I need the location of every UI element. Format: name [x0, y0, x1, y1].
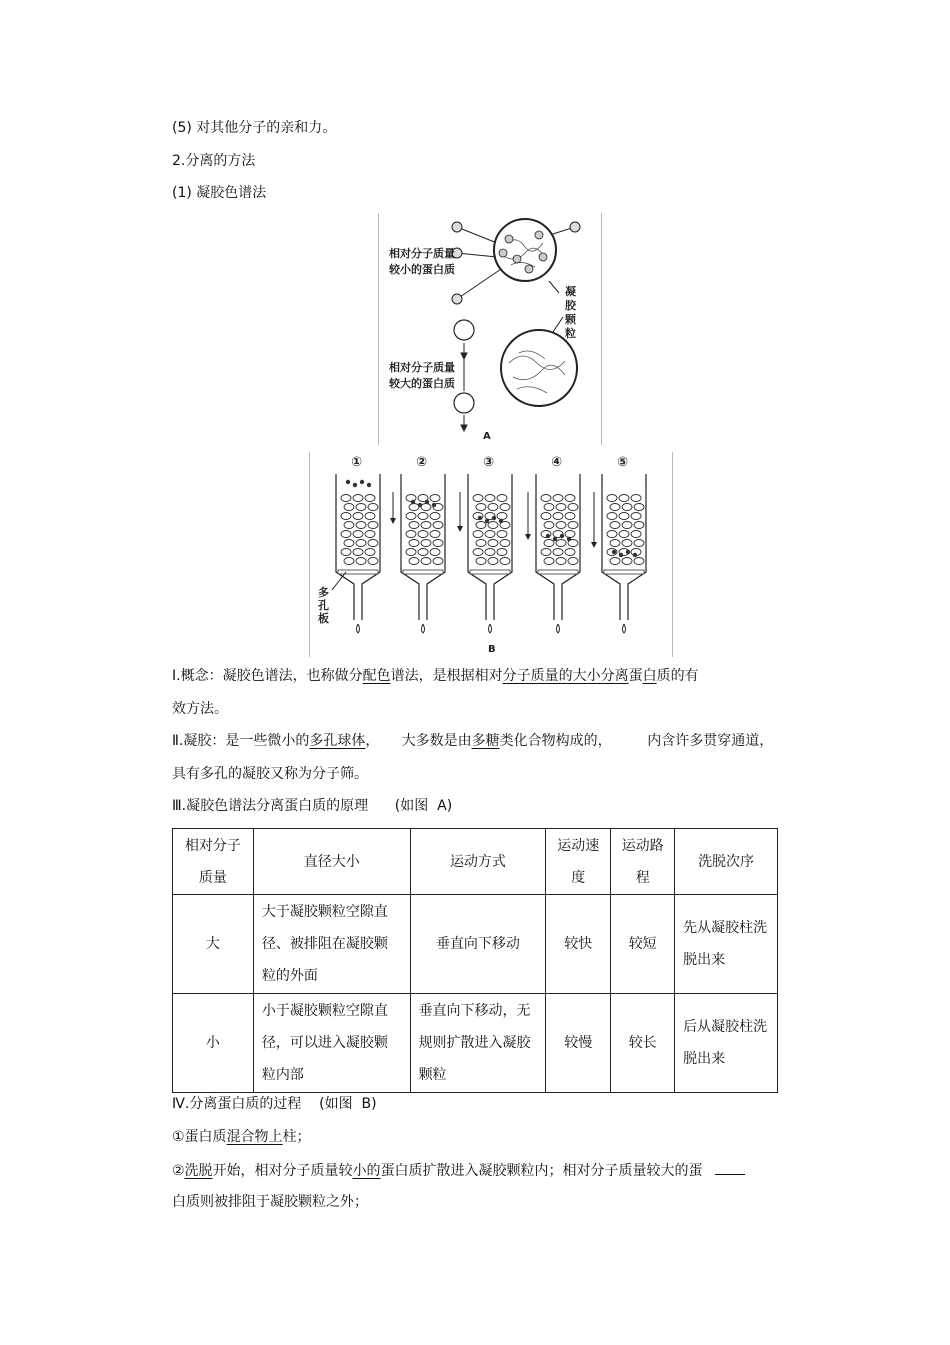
gel-text: ， 大多数是由 — [365, 733, 472, 749]
figure-b-caption: B — [488, 644, 496, 655]
step-text: 开始，相对分子质量较 — [212, 1163, 353, 1179]
column-1 — [336, 455, 380, 633]
cell-elution: 先从凝胶柱洗脱出来 — [675, 895, 778, 994]
plate-label-1: 多 — [318, 586, 329, 599]
label-gel-4: 粒 — [565, 327, 576, 340]
concept-text: 谱法，是根据相对 — [390, 668, 503, 684]
cell-speed: 较快 — [546, 895, 611, 994]
column-number: ③ — [483, 455, 495, 470]
step-underline: 混合物上 — [226, 1129, 283, 1145]
header-diameter: 直径大小 — [253, 829, 410, 895]
header-movement: 运动方式 — [410, 829, 546, 895]
column-number: ② — [416, 455, 428, 470]
gel-text: 类化合物构成的， 内含许多贯穿通道， — [499, 733, 774, 749]
column-5 — [591, 455, 646, 633]
cell-distance: 较长 — [611, 994, 675, 1093]
label-large-1: 相对分子质量 — [389, 361, 455, 374]
cell-movement: 垂直向下移动 — [410, 895, 546, 994]
concept-text: 蛋 — [628, 668, 643, 684]
principle-table — [172, 828, 778, 1093]
column-number: ④ — [551, 455, 563, 470]
table-header-row — [173, 829, 778, 895]
header-molecular-mass: 相对分子质量 — [173, 829, 254, 895]
cell-mass: 小 — [173, 994, 254, 1093]
gel-underline-2: 多糖 — [471, 733, 500, 749]
cell-movement: 垂直向下移动，无规则扩散进入凝胶颗粒 — [410, 994, 546, 1093]
header-elution-order: 洗脱次序 — [675, 829, 778, 895]
process-step-2-cont: 白质则被排阻于凝胶颗粒之外； — [172, 1194, 368, 1210]
plate-label-2: 孔 — [318, 599, 329, 612]
table-row — [173, 895, 778, 994]
concept-text: 质的有 — [656, 668, 699, 684]
column-3 — [457, 455, 512, 633]
cell-diameter: 小于凝胶颗粒空隙直径，可以进入凝胶颗粒内部 — [253, 994, 410, 1093]
step-text: ①蛋白质 — [172, 1129, 227, 1145]
label-small-1: 相对分子质量 — [389, 247, 455, 260]
plate-label-3: 板 — [318, 612, 329, 625]
large-protein-path — [454, 320, 474, 431]
process-step-2 — [172, 1160, 745, 1181]
label-gel-1: 凝 — [565, 285, 576, 298]
cell-speed: 较慢 — [546, 994, 611, 1093]
concept-underline-1: 配色 — [362, 668, 391, 684]
step-underline: 洗脱 — [184, 1163, 213, 1179]
concept-underline-2: 分子质量的大小分离 — [502, 668, 629, 684]
cell-elution: 后从凝胶柱洗脱出来 — [675, 994, 778, 1093]
gel-particle-bottom — [501, 330, 577, 406]
header-distance: 运动路程 — [611, 829, 675, 895]
concept-text: Ⅰ.概念：凝胶色谱法，也称做分 — [172, 668, 363, 684]
column-number: ⑤ — [617, 455, 629, 470]
label-large-2: 较大的蛋白质 — [389, 377, 455, 390]
step-text: 蛋白质扩散进入凝胶颗粒内；相对分子质量较大的蛋 — [380, 1163, 703, 1179]
item-5: (5) 对其他分子的亲和力。 — [172, 120, 337, 136]
column-2 — [390, 455, 445, 633]
gel-line-2: 具有多孔的凝胶又称为分子筛。 — [172, 766, 368, 782]
concept-underline-3: 白 — [642, 668, 657, 684]
header-speed: 运动速度 — [546, 829, 611, 895]
concept-line-1 — [172, 666, 699, 686]
principle-title: Ⅲ.凝胶色谱法分离蛋白质的原理 (如图 A) — [172, 798, 453, 814]
concept-line-2: 效方法。 — [172, 701, 228, 717]
column-4 — [525, 455, 580, 633]
process-step-1 — [172, 1127, 311, 1147]
cell-mass: 大 — [173, 895, 254, 994]
gel-line-1 — [172, 731, 773, 751]
gel-underline-1: 多孔球体 — [309, 733, 366, 749]
figure-a — [378, 213, 602, 445]
label-gel-3: 颗 — [565, 313, 576, 326]
step-text: ② — [172, 1163, 185, 1179]
table-row — [173, 994, 778, 1093]
column-number: ① — [351, 455, 363, 470]
figure-a-caption: A — [483, 431, 491, 442]
cell-distance: 较短 — [611, 895, 675, 994]
section-heading: 2.分离的方法 — [172, 153, 256, 169]
figure-b — [309, 452, 673, 657]
process-title: Ⅳ.分离蛋白质的过程 (如图 B) — [172, 1096, 377, 1112]
gel-particle-top — [494, 219, 556, 281]
subsection-heading: (1) 凝胶色谱法 — [172, 185, 267, 201]
label-gel-2: 胶 — [565, 299, 576, 312]
cell-diameter: 大于凝胶颗粒空隙直径、被排阻在凝胶颗粒的外面 — [253, 895, 410, 994]
step-text: 柱； — [282, 1129, 311, 1145]
gel-text: Ⅱ.凝胶：是一些微小的 — [172, 733, 310, 749]
answer-blank — [715, 1160, 745, 1175]
label-small-2: 较小的蛋白质 — [389, 263, 455, 276]
step-underline: 小的 — [352, 1163, 381, 1179]
